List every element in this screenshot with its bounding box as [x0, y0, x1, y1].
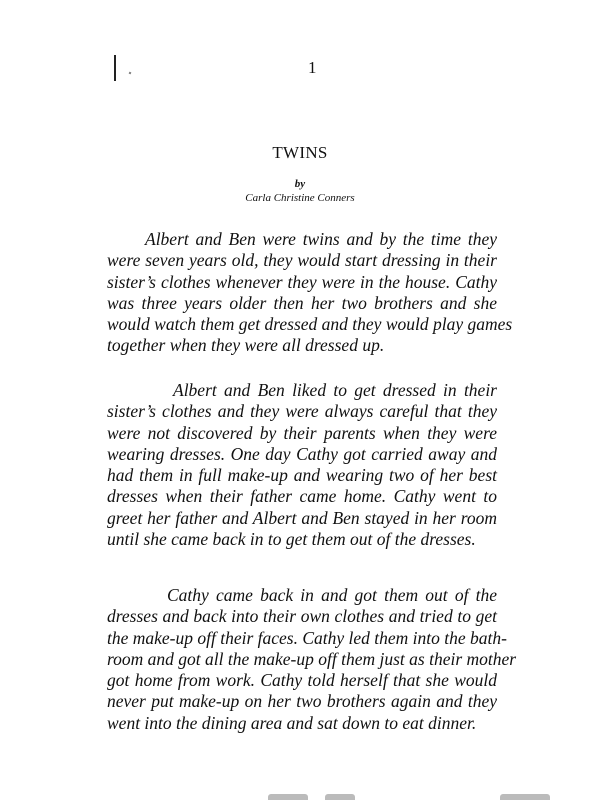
- paragraph-line: the make-up off their faces. Cathy led them into the bath-: [107, 627, 507, 648]
- paragraph-line: together when they were all dressed up.: [107, 335, 385, 356]
- paragraph-line: sister’s clothes and they were always careful that they: [107, 401, 497, 422]
- margin-binding-mark: [114, 55, 116, 81]
- author-name: Carla Christine Conners: [245, 192, 355, 204]
- next-page-bleed: [325, 794, 355, 800]
- paragraph-line: until she came back in to get them out of the dresses.: [107, 529, 476, 550]
- paragraph-line: never put make-up on her two brothers again and they: [107, 691, 497, 712]
- paragraph-line: Albert and Ben liked to get dressed in their: [173, 380, 497, 400]
- story-title: TWINS: [272, 143, 328, 162]
- paragraph-line: had them in full make-up and wearing two of her best: [107, 465, 497, 486]
- paragraph-3: [107, 585, 517, 734]
- paragraph-line: went into the dining area and sat down to eat dinner.: [107, 712, 477, 733]
- paragraph-line: dresses and back into their own clothes and tried to get: [107, 606, 497, 627]
- paragraph-line: were seven years old, they would start dressing in their: [107, 250, 497, 271]
- paragraph-2: [107, 380, 497, 550]
- paragraph-line: wearing dresses. One day Cathy got carried away and: [107, 443, 497, 464]
- page-number: 1: [308, 58, 317, 77]
- next-page-bleed: [500, 794, 550, 800]
- paragraph-line: would watch them get dressed and they would play games: [107, 314, 513, 335]
- paragraph-line: room and got all the make-up off them just as their mother: [107, 648, 517, 669]
- byline: by: [294, 178, 306, 190]
- paragraph-line: Cathy came back in and got them out of the: [167, 585, 497, 605]
- paragraph-line: got home from work. Cathy told herself that she would: [107, 670, 497, 691]
- paragraph-line: were not discovered by their parents when they were: [107, 422, 497, 443]
- paragraph-line: sister’s clothes whenever they were in the house. Cathy: [107, 271, 497, 292]
- next-page-bleed: [268, 794, 308, 800]
- paragraph-1: [107, 229, 513, 357]
- paragraph-line: greet her father and Albert and Ben stayed in her room: [107, 507, 497, 528]
- paragraph-line: was three years older then her two brothers and she: [107, 292, 497, 313]
- scan-speck: [129, 72, 132, 75]
- paragraph-line: dresses when their father came home. Cathy went to: [107, 486, 497, 507]
- paragraph-line: Albert and Ben were twins and by the time they: [145, 229, 497, 249]
